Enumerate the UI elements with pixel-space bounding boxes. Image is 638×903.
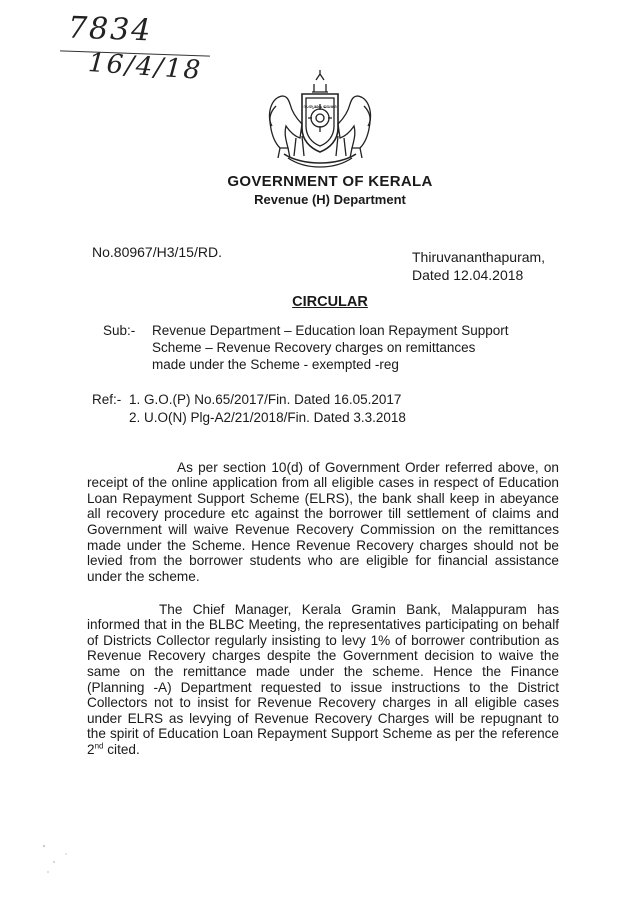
reference-item: 2. U.O(N) Plg-A2/21/2018/Fin. Dated 3.3.2018 <box>129 410 406 425</box>
references-list <box>129 391 549 427</box>
reference-item: 1. G.O.(P) No.65/2017/Fin. Dated 16.05.2017 <box>129 392 402 407</box>
place: Thiruvananthapuram, <box>412 249 546 265</box>
place-and-date <box>412 248 545 284</box>
references-lead: Ref:- <box>92 392 122 407</box>
date: Dated 12.04.2018 <box>412 267 524 283</box>
reference-number: No.80967/H3/15/RD. <box>92 244 222 260</box>
ordinal-suffix: nd <box>94 741 104 751</box>
subject-lines <box>152 322 552 373</box>
emblem-motto: സത്യമേവ ജയതേ <box>303 104 337 109</box>
subject-lead: Sub:- <box>103 323 136 338</box>
subject-line: Revenue Department – Education loan Repayment Support <box>152 323 509 338</box>
kerala-emblem-icon <box>262 66 378 172</box>
department-name: Revenue (H) Department <box>254 192 406 207</box>
body-paragraph-1: As per section 10(d) of Government Order referred above, on receipt of the online application from all eligible cases in respect of Education Loan Repayment Support Scheme (ELRS), the bank shall keep in abeyance all recovery procedure etc against the borrower till settlement of claims and Government will waive Revenue Recovery Commission on the remittances made under the Scheme. Hence Revenue Recovery charges should not be levied from the borrower students who are eligible for financial assistance under the scheme. <box>87 459 559 584</box>
subject-line: made under the Scheme - exempted -reg <box>152 357 399 372</box>
paragraph-2-text: The Chief Manager, Kerala Gramin Bank, Malappuram has informed that in the BLBC Meeting, the representatives participating on behalf of Districts Collector regularly insisting to levy 1% of borrower contribution as Revenue Recovery charges despite the Government decision to waive the same on the remittance made under the scheme. Hence the Finance (Planning -A) Department requested to issue instructions to the District Collectors not to insist for Revenue Recovery charges in all eligible cases under ELRS as levying of Revenue Recovery Charges will be repugnant to the spirit of Education Loan Repayment Support Scheme as per the reference 2 <box>87 601 559 757</box>
scan-specks <box>40 840 80 880</box>
subject-line: Scheme – Revenue Recovery charges on remittances <box>152 340 476 355</box>
paragraph-2-end: cited. <box>103 741 140 757</box>
body-paragraph-2 <box>87 602 559 758</box>
circular-title: CIRCULAR <box>292 294 368 310</box>
handwritten-number: 7834 <box>67 10 153 49</box>
handwritten-date: 16/4/18 <box>87 48 204 86</box>
government-title: GOVERNMENT OF KERALA <box>227 173 433 190</box>
